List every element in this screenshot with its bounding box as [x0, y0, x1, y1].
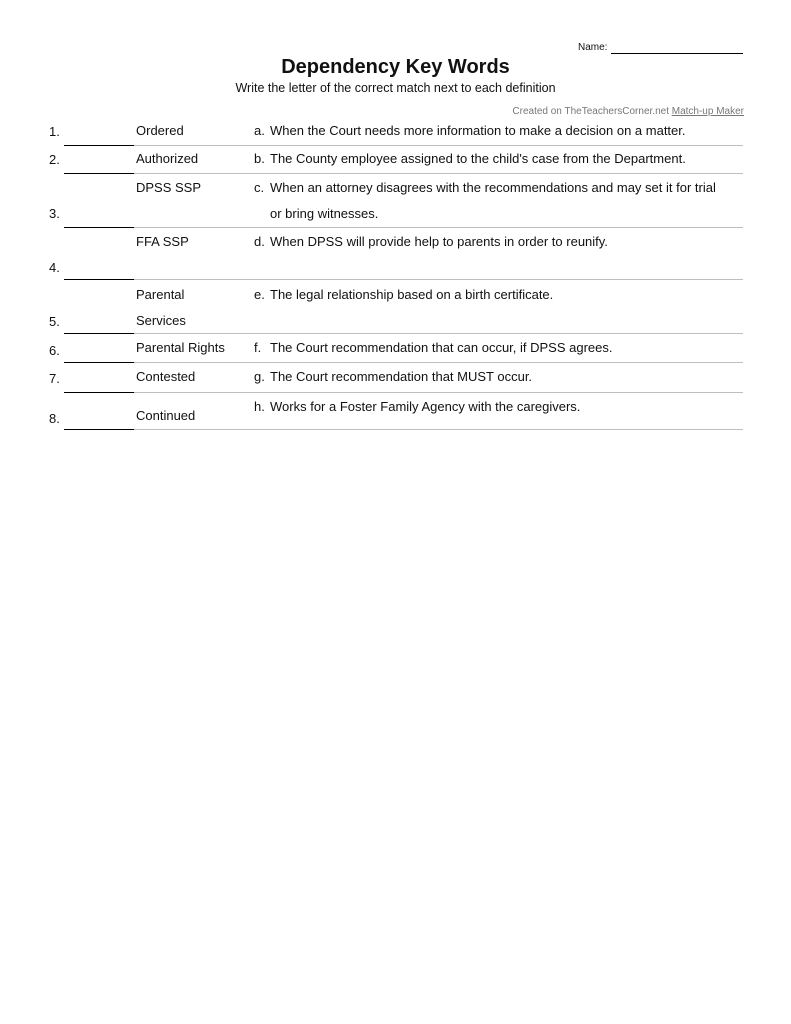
- definition-letter: h.: [254, 399, 265, 414]
- row-divider: [134, 392, 743, 393]
- definition-letter: c.: [254, 180, 265, 195]
- definition: [254, 394, 734, 420]
- row-divider: [134, 279, 743, 280]
- answer-blank[interactable]: [64, 333, 134, 334]
- name-field[interactable]: [611, 53, 743, 54]
- item-number: 3.: [49, 206, 60, 221]
- item-number: 6.: [49, 343, 60, 358]
- definition-text: The County employee assigned to the child's case from the Department.: [270, 151, 686, 166]
- name-label: Name:: [578, 42, 608, 53]
- answer-blank[interactable]: [64, 227, 134, 228]
- definition: [254, 146, 734, 172]
- row-divider: [134, 173, 743, 174]
- term: Continued: [136, 408, 196, 423]
- definition: [254, 118, 734, 144]
- definition-letter: a.: [254, 123, 265, 138]
- definition-text: The Court recommendation that MUST occur.: [270, 369, 533, 384]
- definition-letter: e.: [254, 287, 265, 302]
- item-number: 7.: [49, 371, 60, 386]
- definition-letter: b.: [254, 151, 265, 166]
- row-divider: [134, 362, 743, 363]
- definition: [254, 282, 734, 308]
- term: FFA SSP: [136, 234, 189, 249]
- definition: [254, 175, 734, 227]
- answer-blank[interactable]: [64, 429, 134, 430]
- term: Parental Services: [136, 287, 186, 328]
- answer-blank[interactable]: [64, 145, 134, 146]
- definition: [254, 229, 734, 255]
- definition: [254, 364, 734, 390]
- definition-text: The Court recommendation that can occur, if DPSS agrees.: [270, 340, 613, 355]
- answer-blank[interactable]: [64, 392, 134, 393]
- definition-text: When the Court needs more information to make a decision on a matter.: [270, 123, 686, 138]
- item-number: 2.: [49, 152, 60, 167]
- term: Contested: [136, 369, 196, 384]
- item-number: 1.: [49, 124, 60, 139]
- term: DPSS SSP: [136, 180, 202, 195]
- item-number: 8.: [49, 411, 60, 426]
- term: Parental Rights: [136, 340, 225, 355]
- row-divider: [134, 429, 743, 430]
- answer-blank[interactable]: [64, 362, 134, 363]
- definition-letter: f.: [254, 340, 262, 355]
- term: Ordered: [136, 123, 184, 138]
- definition-text: Works for a Foster Family Agency with the caregivers.: [270, 399, 581, 414]
- credit-site: Created on TheTeachersCorner.net: [512, 106, 669, 117]
- credit-link[interactable]: Match-up Maker: [671, 106, 744, 117]
- answer-blank[interactable]: [64, 279, 134, 280]
- instructions: Write the letter of the correct match next to each definition: [235, 81, 556, 95]
- answer-blank[interactable]: [64, 173, 134, 174]
- definition-letter: g.: [254, 369, 265, 384]
- definition-text: When an attorney disagrees with the recommendations and may set it for trial or bring witnesses.: [270, 180, 716, 221]
- row-divider: [134, 333, 743, 334]
- definition: [254, 335, 734, 361]
- definition-letter: d.: [254, 234, 265, 249]
- definition-text: The legal relationship based on a birth certificate.: [270, 287, 554, 302]
- definition-text: When DPSS will provide help to parents in order to reunify.: [270, 234, 608, 249]
- credit-line: [512, 106, 744, 117]
- page-title: Dependency Key Words: [281, 56, 510, 78]
- term: Authorized: [136, 151, 199, 166]
- row-divider: [134, 227, 743, 228]
- item-number: 4.: [49, 260, 60, 275]
- item-number: 5.: [49, 314, 60, 329]
